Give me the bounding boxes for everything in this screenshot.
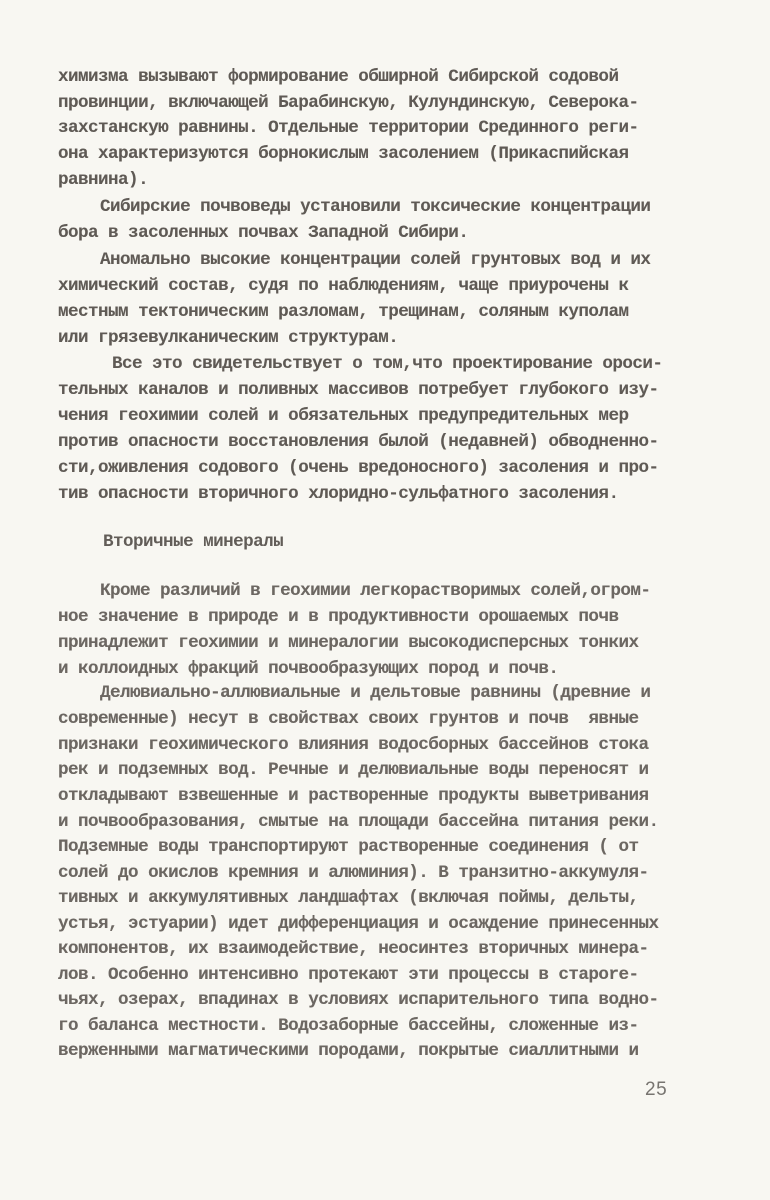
text-line: равнина). [58, 170, 149, 190]
text-line: химизма вызывают формирование обширной Сибирской содовой [58, 67, 619, 87]
text-line: солей до окислов кремния и алюминия). В транзитно-аккумуля- [58, 863, 649, 883]
text-line: тив опасности вторичного хлоридно-сульфатного засоления. [58, 484, 619, 504]
text-line: она характеризуются борнокислым засолением (Прикаспийская [58, 144, 629, 164]
text-line: Делювиально-аллювиальные и дельтовые равнины (древние и [100, 683, 651, 703]
text-line: лов. Особенно интенсивно протекают эти процессы в старore- [58, 965, 639, 985]
text-line: верженными магматическими породами, покрытые сиаллитными и [58, 1041, 639, 1061]
text-line: провинции, включающей Барабинскую, Кулундинскую, Северока- [58, 93, 639, 113]
text-line: Сибирские почвоведы установили токсические концентрации [100, 197, 651, 217]
page-number: 25 [645, 1079, 668, 1100]
text-line: го баланса местности. Водозаборные бассейны, сложенные из- [58, 1016, 639, 1036]
text-line: признаки геохимического влияния водосборных бассейнов стока [58, 735, 649, 755]
text-line: ное значение в природе и в продуктивности орошаемых почв [58, 607, 619, 627]
text-line: Аномально высокие концентрации солей грунтовых вод и их [100, 250, 651, 270]
text-line: Все это свидетельствует о том,что проектирование ороси- [112, 354, 663, 374]
text-line: сти,оживления содового (очень вредоносного) засоления и про- [58, 458, 659, 478]
text-line: против опасности восстановления былой (недавней) обводненно- [58, 432, 659, 452]
text-line: устья, эстуарии) идет дифференциация и осаждение принесенных [58, 914, 659, 934]
text-line: принадлежит геохимии и минералогии высокодисперсных тонких [58, 633, 639, 653]
text-line: рек и подземных вод. Речные и делювиальные воды переносят и [58, 760, 649, 780]
section-heading: Вторичные минералы [103, 532, 284, 552]
text-line: и почвообразования, смытые на площади бассейна питания реки. [58, 812, 659, 832]
text-line: компонентов, их взаимодействие, неосинтез вторичных минера- [58, 939, 649, 959]
text-line: чения геохимии солей и обязательных предупредительных мер [58, 406, 629, 426]
text-line: современные) несут в свойствах своих грунтов и почв явные [58, 709, 639, 729]
text-line: бора в засоленных почвах Западной Сибири. [58, 223, 469, 243]
text-line: захстанскую равнины. Отдельные территории Срединного реги- [58, 118, 639, 138]
text-line: или грязевулканическим структурам. [58, 328, 399, 348]
text-line: и коллоидных фракций почвообразующих пород и почв. [58, 659, 559, 679]
text-line: химический состав, судя по наблюдениям, чаще приурочены к [58, 276, 629, 296]
text-line: Кроме различий в геохимии легкорастворимых солей,огром- [100, 581, 651, 601]
text-line: Подземные воды транспортируют растворенные соединения ( от [58, 837, 639, 857]
text-line: чьях, озерах, впадинах в условиях испарительного типа водно- [58, 990, 659, 1010]
text-line: местным тектоническим разломам, трещинам, соляным куполам [58, 302, 629, 322]
text-line: тивных и аккумулятивных ландшафтах (включая поймы, дельты, [58, 888, 639, 908]
text-line: тельных каналов и поливных массивов потребует глубокого изу- [58, 380, 659, 400]
text-line: откладывают взвешенные и растворенные продукты выветривания [58, 786, 649, 806]
